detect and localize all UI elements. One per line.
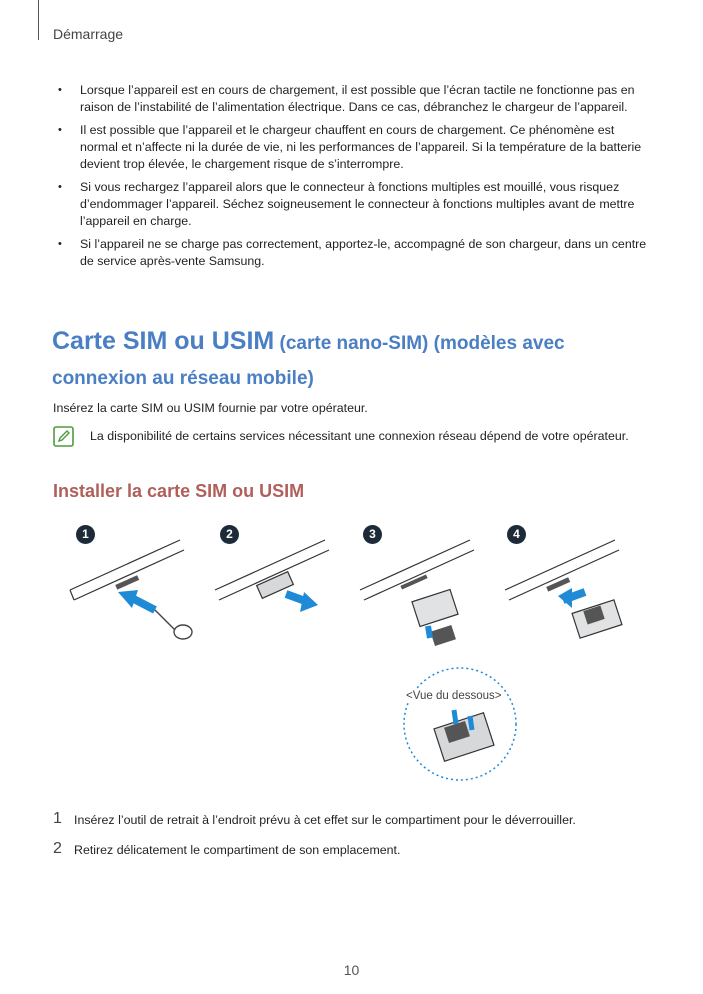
step-badge-4: 4 <box>507 525 526 544</box>
section-intro: Insérez la carte SIM ou USIM fournie par votre opérateur. <box>53 401 368 415</box>
panel-2-remove-tray <box>215 540 329 612</box>
list-item: • Lorsque l’appareil est en cours de chargement, il est possible que l’écran tactile ne fonctionne pas en raison de l’instabilité de l’alimentation électrique. Dans ce cas, débranchez le chargeur de l’appareil. <box>53 82 653 116</box>
step-badge-1: 1 <box>76 525 95 544</box>
step-number: 1 <box>53 810 62 827</box>
list-item: • Si vous rechargez l’appareil alors que le connecteur à fonctions multiples est mouillé, vous risquez d’endommager l’appareil. Séchez soigneusement le connecteur à fonctions multiples avant de mettre l’appareil en charge. <box>53 179 653 230</box>
list-item <box>53 812 663 829</box>
panel-4-insert-tray <box>505 540 622 638</box>
chapter-title: Démarrage <box>53 26 124 42</box>
step-text: Insérez l’outil de retrait à l’endroit prévu à cet effet sur le compartiment pour le déverrouiller. <box>74 813 576 827</box>
step-text: Retirez délicatement le compartiment de son emplacement. <box>74 843 401 857</box>
charging-notes-list <box>53 82 653 276</box>
note-text: La disponibilité de certains services nécessitant une connexion réseau dépend de votre opérateur. <box>90 429 629 443</box>
steps-list <box>53 812 663 872</box>
list-item: • Si l’appareil ne se charge pas correctement, apportez-le, accompagné de son chargeur, dans un centre de service après-vente Samsung. <box>53 236 653 270</box>
sim-installation-illustration <box>60 530 660 800</box>
header-rule <box>38 0 39 40</box>
panel-3-place-card <box>360 540 516 780</box>
section-title-main: Carte SIM ou USIM <box>52 327 275 355</box>
step-badge-2: 2 <box>220 525 239 544</box>
section-title-sub: (carte nano-SIM) (modèles avec connexion au réseau mobile) <box>52 333 565 389</box>
step-badge-3: 3 <box>363 525 382 544</box>
list-item <box>53 842 663 859</box>
page-number: 10 <box>343 962 360 978</box>
panel-1-eject-tool <box>70 540 192 639</box>
bottom-view-label: <Vue du dessous> <box>406 690 502 702</box>
list-item: • Il est possible que l’appareil et le chargeur chauffent en cours de chargement. Ce phénomène est normal et n’affecte ni la durée de vie, ni les performances de l’appareil. Si la température de la batterie devient trop élevée, le chargement risque de s’interrompre. <box>53 122 653 173</box>
section-title <box>52 324 662 397</box>
subsection-title: Installer la carte SIM ou USIM <box>53 481 305 501</box>
step-number: 2 <box>53 840 62 857</box>
note-icon <box>53 426 74 447</box>
